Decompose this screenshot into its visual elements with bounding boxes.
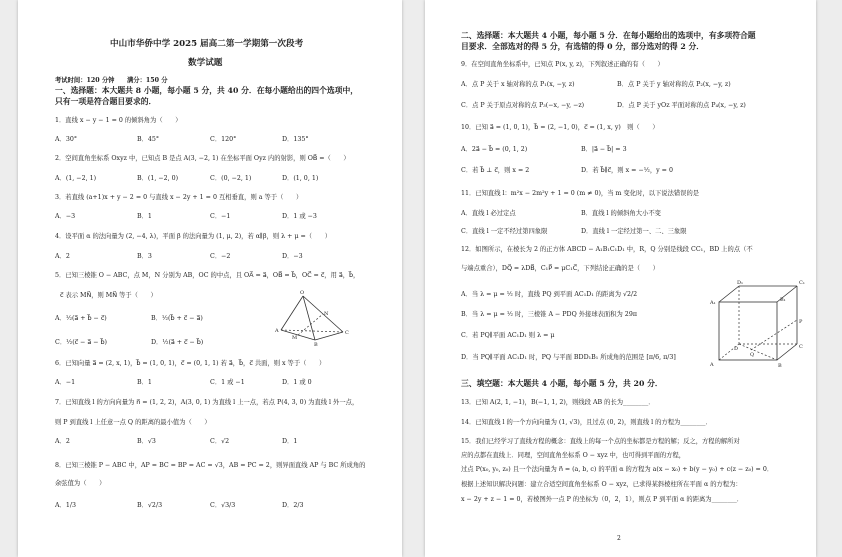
q5-option-b: B．½(b⃗ + c⃗ − a⃗) xyxy=(151,315,203,322)
section2-header-line1: 二、选择题：本大题共 4 小题，每小题 5 分．在每小题给出的选项中，有多项符合题 xyxy=(461,31,756,40)
fig12-label-q: Q xyxy=(750,352,755,358)
q12-option-d: D．当 PQ∥平面 AC₁D₁ 时，PQ 与平面 BDD₁B₁ 所成角的范围是 [π/6, π/3] xyxy=(461,354,676,361)
fig12-label-p: P xyxy=(799,319,803,325)
q10-option-b: B．|a⃗ − b⃗| = 3 xyxy=(581,146,627,153)
q5-option-a: A．½(a⃗ + b⃗ − c⃗) xyxy=(55,315,107,322)
q7-option-b: B．√3 xyxy=(137,438,156,445)
question-15-line3: 过点 P(x₀, y₀, z₀) 且一个法向量为 n⃗ = (a, b, c) 的平面 α 的方程为 a(x − x₀) + b(y − y₀) + c(z − z₀) = 0． xyxy=(461,466,774,473)
q2-option-c: C．(0, −2, 1) xyxy=(210,175,252,182)
section1-header-line2: 只有一项是符合题目要求的． xyxy=(55,97,157,106)
question-4: 4．设平面 α 的法向量为 (2, −4, λ)，平面 β 的法向量为 (1, μ, 2)，若 α∥β，则 λ + μ =（ ） xyxy=(55,233,331,240)
question-7-line1: 7．已知直线 l 的方向向量为 n⃗ = (1, 2, 2)，A(3, 0, 1) 为直线 l 上一点，若点 P(4, 3, 0) 为直线 l 外一点， xyxy=(55,399,359,406)
q4-option-d: D．−3 xyxy=(282,253,303,260)
fig12-label-c1: C₁ xyxy=(799,280,805,286)
question-5-line1: 5．已知三棱锥 O − ABC，点 M，N 分别为 AB，OC 的中点，且 OA⃗ = a⃗，OB⃗ = b⃗，OC⃗ = c⃗，用 a⃗，b⃗， xyxy=(55,272,360,279)
exam-info: 考试时间：120 分钟 满分：150 分 xyxy=(55,77,168,84)
exam-page-left xyxy=(18,0,402,557)
q11-option-a: A．直线 l 必过定点 xyxy=(461,210,516,217)
question-10: 10．已知 a⃗ = (1, 0, 1)，b⃗ = (2, −1, 0)，c⃗ = (1, x, y) 则（ ） xyxy=(461,124,659,131)
q9-option-d: D．点 P 关于 yOz 平面对称的点 P₄(x, −y, z) xyxy=(617,102,746,109)
exam-title: 中山市华侨中学 2025 届高二第一学期第一次段考 xyxy=(110,39,304,49)
q2-option-b: B．(1, −2, 0) xyxy=(137,175,179,182)
question-7-line2: 则 P 到直线 l 上任意一点 Q 的距离的最小值为（ ） xyxy=(55,419,211,426)
q11-option-d: D．直线 l 一定经过第一、二、三象限 xyxy=(581,228,687,235)
q11-option-c: C．直线 l 一定不经过第四象限 xyxy=(461,228,548,235)
section1-header-line1: 一、选择题：本大题共 8 小题，每小题 5 分，共 40 分．在每小题给出的四个选项中， xyxy=(55,86,359,95)
question-5-line2: c⃗ 表示 MN⃗，则 MN⃗ 等于（ ） xyxy=(60,292,157,299)
q3-option-a: A．−3 xyxy=(55,213,76,220)
q9-option-a: A．点 P 关于 x 轴对称的点 P₁(x, −y, z) xyxy=(461,81,575,88)
q6-option-d: D．1 或 0 xyxy=(282,379,312,386)
cube-figure xyxy=(715,280,805,370)
question-2: 2．空间直角坐标系 Oxyz 中，已知点 B 是点 A(3, −2, 1) 在坐标平面 Oyz 内的射影，则 OB⃗ =（ ） xyxy=(55,155,350,162)
question-11: 11．已知直线 l：m²x − 2m²y + 1 = 0 (m ≠ 0)，当 m 变化时，以下说法错误的是 xyxy=(461,190,700,197)
q7-option-a: A．2 xyxy=(55,438,70,445)
q8-option-c: C．√3/3 xyxy=(210,502,236,509)
question-12-line1: 12．如图所示，在棱长为 2 的正方体 ABCD − A₁B₁C₁D₁ 中，R，Q 分别是线段 CC₁，BD 上的点（不 xyxy=(461,246,753,253)
q3-option-b: B．1 xyxy=(137,213,152,220)
fig5-label-o: O xyxy=(300,290,305,296)
question-9: 9．在空间直角坐标系中，已知点 P(x, y, z)，下列叙述正确的有（ ） xyxy=(461,61,664,68)
q12-option-b: B．当 λ = μ = ½ 时，三棱锥 A − PDQ 外接球表面积为 29π xyxy=(461,311,637,318)
exam-subtitle: 数学试题 xyxy=(188,58,223,68)
section3-header: 三、填空题：本大题共 4 小题，每小题 5 分，共 20 分． xyxy=(461,379,663,388)
question-12-line2: 与端点重合），DQ⃗ = λDB⃗，C₁P⃗ = μC₁C⃗，下列结论正确的是（ ） xyxy=(461,265,659,272)
q9-option-b: B．点 P 关于 y 轴对称的点 P₂(x, −y, z) xyxy=(617,81,731,88)
fig12-label-a: A xyxy=(710,362,714,368)
exam-page-right xyxy=(425,0,816,557)
q12-option-c: C．若 PQ∥平面 AC₁D₁ 则 λ = μ xyxy=(461,332,555,339)
q1-option-b: B．45° xyxy=(137,136,160,143)
question-8-line2: 余弦值为（ ） xyxy=(55,480,106,487)
q8-option-d: D．2/3 xyxy=(282,502,304,509)
q8-option-b: B．√2/3 xyxy=(137,502,163,509)
q12-option-a: A．当 λ = μ = ½ 时，直线 PQ 到平面 AC₁D₁ 的距离为 √2/2 xyxy=(461,291,638,298)
q7-option-c: C．√2 xyxy=(210,438,230,445)
fig5-label-a: A xyxy=(275,328,279,334)
q1-option-a: A．30° xyxy=(55,136,78,143)
q4-option-b: B．3 xyxy=(137,253,152,260)
q1-option-c: C．120° xyxy=(210,136,237,143)
q1-option-d: D．135° xyxy=(282,136,309,143)
fig5-label-c: C xyxy=(345,330,349,336)
q7-option-d: D．1 xyxy=(282,438,298,445)
q9-option-c: C．点 P 关于原点对称的点 P₃(−x, −y, −z) xyxy=(461,102,585,109)
question-15-line4: 根据上述知识解决问题：建立合适空间直角坐标系 O − xyz，已求得某斜棱柱所在平面 α 的方程为： xyxy=(461,481,742,488)
q2-option-a: A．(1, −2, 1) xyxy=(55,175,97,182)
q3-option-d: D．1 或 −3 xyxy=(282,213,317,220)
q8-option-a: A．1/3 xyxy=(55,502,76,509)
q4-option-c: C．−2 xyxy=(210,253,231,260)
fig5-label-m: M xyxy=(292,335,298,341)
q4-option-a: A．2 xyxy=(55,253,70,260)
fig12-label-c: C xyxy=(799,344,803,350)
q6-option-a: A．−1 xyxy=(55,379,76,386)
q2-option-d: D．(1, 0, 1) xyxy=(282,175,319,182)
question-6: 6．已知向量 a⃗ = (2, x, 1)，b⃗ = (1, 0, 1)，c⃗ = (0, 1, 1) 若 a⃗，b⃗，c⃗ 共面，则 x 等于（ ） xyxy=(55,360,326,367)
fig12-label-d1: D₁ xyxy=(737,280,744,286)
fig12-label-a1: A₁ xyxy=(710,300,716,306)
question-14: 14．已知直线 l 的一个方向向量为 (1, √3)，且过点 (0, 2)，则直线 l 的方程为________． xyxy=(461,419,712,426)
q6-option-b: B．1 xyxy=(137,379,152,386)
question-15-line5: x − 2y + z − 1 = 0，若棱图外一点 P 的坐标为（0，2，1），则点 P 到平面 α 的距离为________． xyxy=(461,496,744,503)
tetrahedron-figure xyxy=(273,288,363,348)
fig5-label-n: N xyxy=(324,311,329,317)
section2-header-line2: 目要求．全部选对的得 5 分，有选错的得 0 分，部分选对的得 2 分． xyxy=(461,42,705,51)
question-1: 1．直线 x − y − 1 = 0 的倾斜角为（ ） xyxy=(55,117,182,124)
question-15-line2: 应的点都在直线上．同理，空间直角坐标系 O − xyz 中，也可得到平面的方程， xyxy=(461,452,686,459)
question-8-line1: 8．已知三棱锥 P − ABC 中，AP = BC = BP = AC = √3，AB = PC = 2，则异面直线 AP 与 BC 所成角的 xyxy=(55,462,366,469)
question-15-line1: 15．我们已经学习了直线方程的概念：直线上的每一个点的坐标都是方程的解；反之，方程的解所对 xyxy=(461,438,740,445)
q5-option-d: D．½(a⃗ + c⃗ − b⃗) xyxy=(151,339,204,346)
q3-option-c: C．−1 xyxy=(210,213,231,220)
q5-option-c: C．½(c⃗ − a⃗ − b⃗) xyxy=(55,339,108,346)
q6-option-c: C．1 或 −1 xyxy=(210,379,245,386)
fig12-label-b: B xyxy=(778,363,782,369)
question-13: 13．已知 A(2, 1, −1)，B(−1, 1, 2)，则线段 AB 的长为________． xyxy=(461,399,655,406)
q10-option-a: A．2a⃗ − b⃗ = (0, 1, 2) xyxy=(461,146,528,153)
fig5-label-b: B xyxy=(314,342,318,348)
q10-option-c: C．若 b⃗ ⊥ c⃗，则 x = 2 xyxy=(461,167,530,174)
fig12-label-d: D xyxy=(734,346,739,352)
q10-option-d: D．若 b⃗∥c⃗，则 x = −½，y = 0 xyxy=(581,167,673,174)
fig12-label-b1: B₁ xyxy=(780,297,786,303)
question-3: 3．若直线 (a+1)x + y − 2 = 0 与直线 x − 2y + 1 = 0 互相垂直，则 a 等于（ ） xyxy=(55,194,303,201)
page-number: 2 xyxy=(617,535,621,542)
q11-option-b: B．直线 l 的倾斜角大小不变 xyxy=(581,210,661,217)
